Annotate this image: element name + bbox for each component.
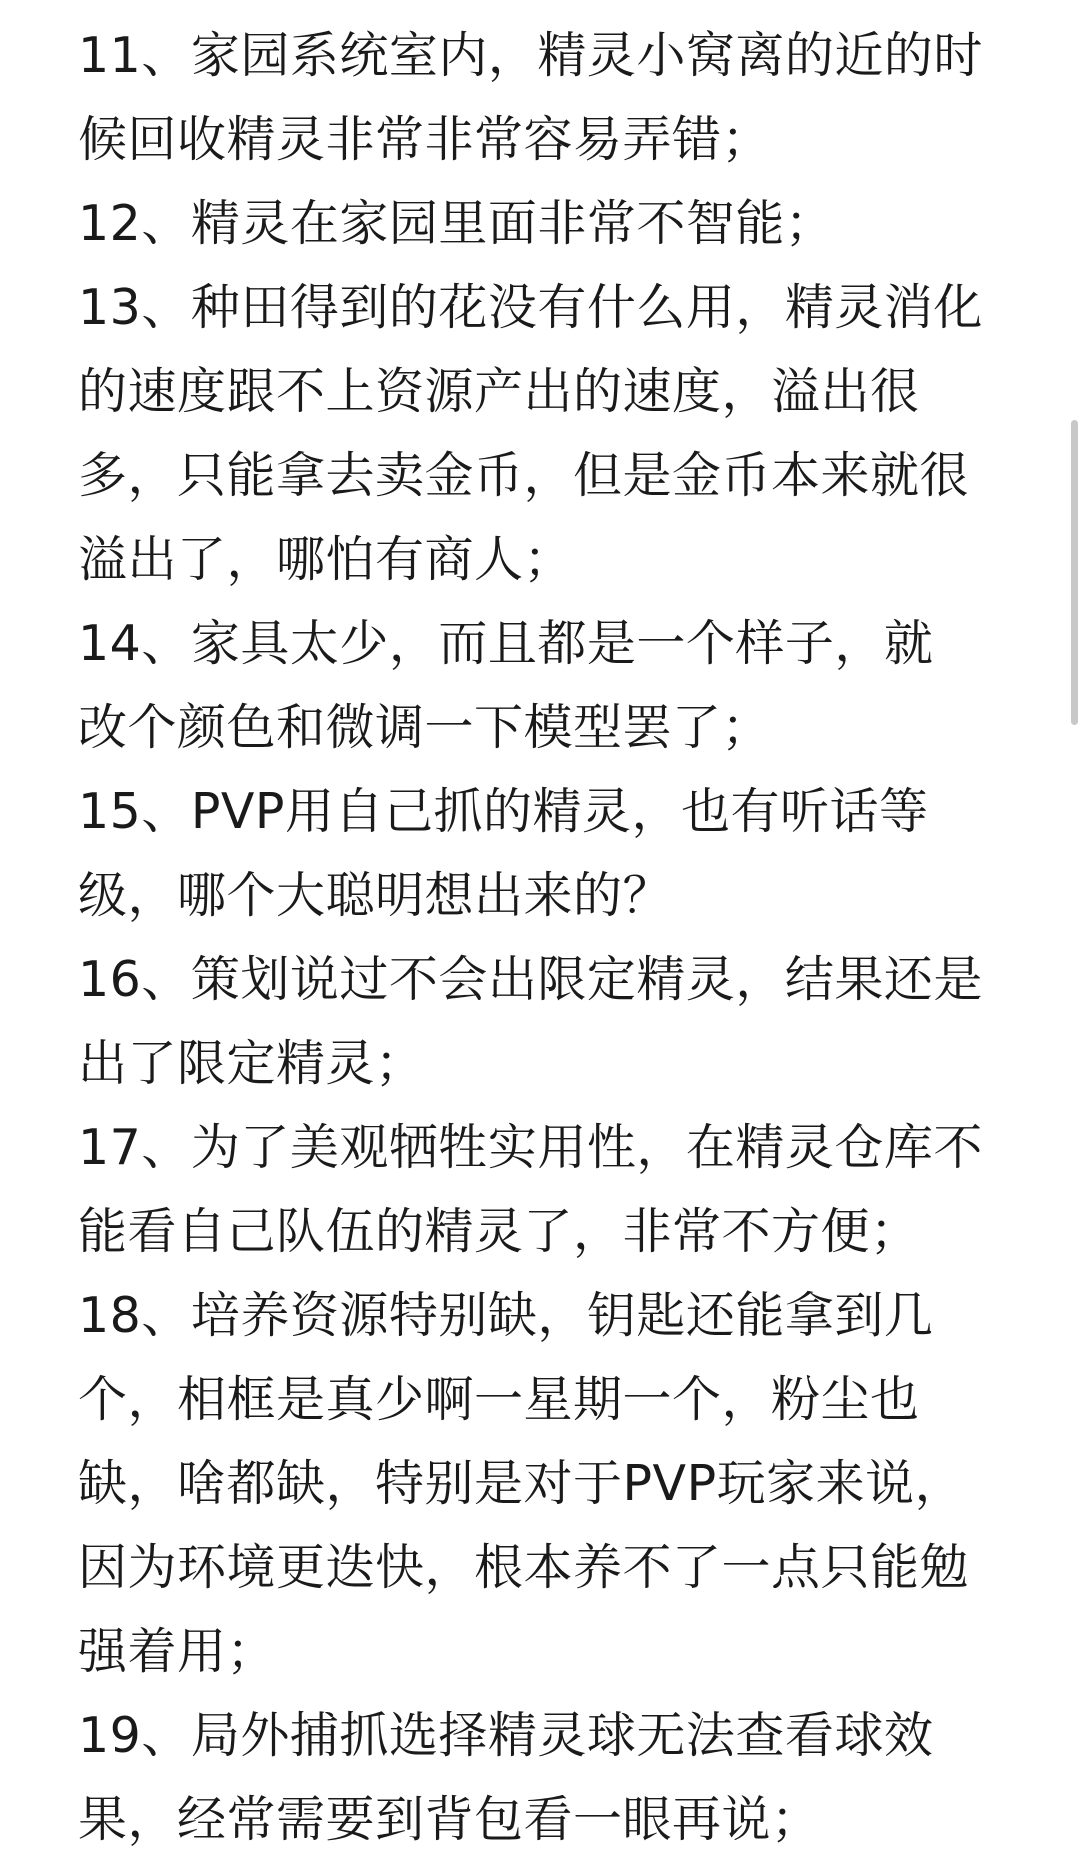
scrollbar[interactable]	[1071, 420, 1078, 725]
text-line: 13、种田得到的花没有什么用，精灵消化	[78, 279, 983, 336]
text-line: 多，只能拿去卖金币，但是金币本来就很	[78, 447, 970, 504]
text-line: 强着用；	[78, 1623, 277, 1680]
text-line: 能看自己队伍的精灵了，非常不方便；	[78, 1203, 920, 1260]
text-line: 出了限定精灵；	[78, 1035, 425, 1092]
text-line: 16、策划说过不会出限定精灵，结果还是	[78, 951, 983, 1008]
article-text	[78, 14, 1038, 1862]
text-line: 12、精灵在家园里面非常不智能；	[78, 195, 835, 252]
text-line: 11、家园系统室内，精灵小窝离的近的时	[78, 27, 983, 84]
text-line: 19、局外捕抓选择精灵球无法查看球效	[78, 1707, 934, 1764]
text-line: 因为环境更迭快，根本养不了一点只能勉	[78, 1539, 970, 1596]
text-line: 缺，啥都缺，特别是对于PVP玩家来说，	[78, 1455, 965, 1512]
text-line: 18、培养资源特别缺，钥匙还能拿到几	[78, 1287, 934, 1344]
text-line: 个，相框是真少啊一星期一个，粉尘也	[78, 1371, 920, 1428]
text-line: 级，哪个大聪明想出来的？	[78, 867, 673, 924]
text-line: 14、家具太少，而且都是一个样子，就	[78, 615, 934, 672]
text-line: 17、为了美观牺牲实用性，在精灵仓库不	[78, 1119, 983, 1176]
text-line: 果，经常需要到背包看一眼再说；	[78, 1791, 821, 1848]
text-line: 的速度跟不上资源产出的速度，溢出很	[78, 363, 920, 420]
text-line: 候回收精灵非常非常容易弄错；	[78, 111, 772, 168]
text-line: 溢出了，哪怕有商人；	[78, 531, 574, 588]
text-line: 改个颜色和微调一下模型罢了；	[78, 699, 772, 756]
text-line: 15、PVP用自己抓的精灵，也有听话等	[78, 783, 929, 840]
